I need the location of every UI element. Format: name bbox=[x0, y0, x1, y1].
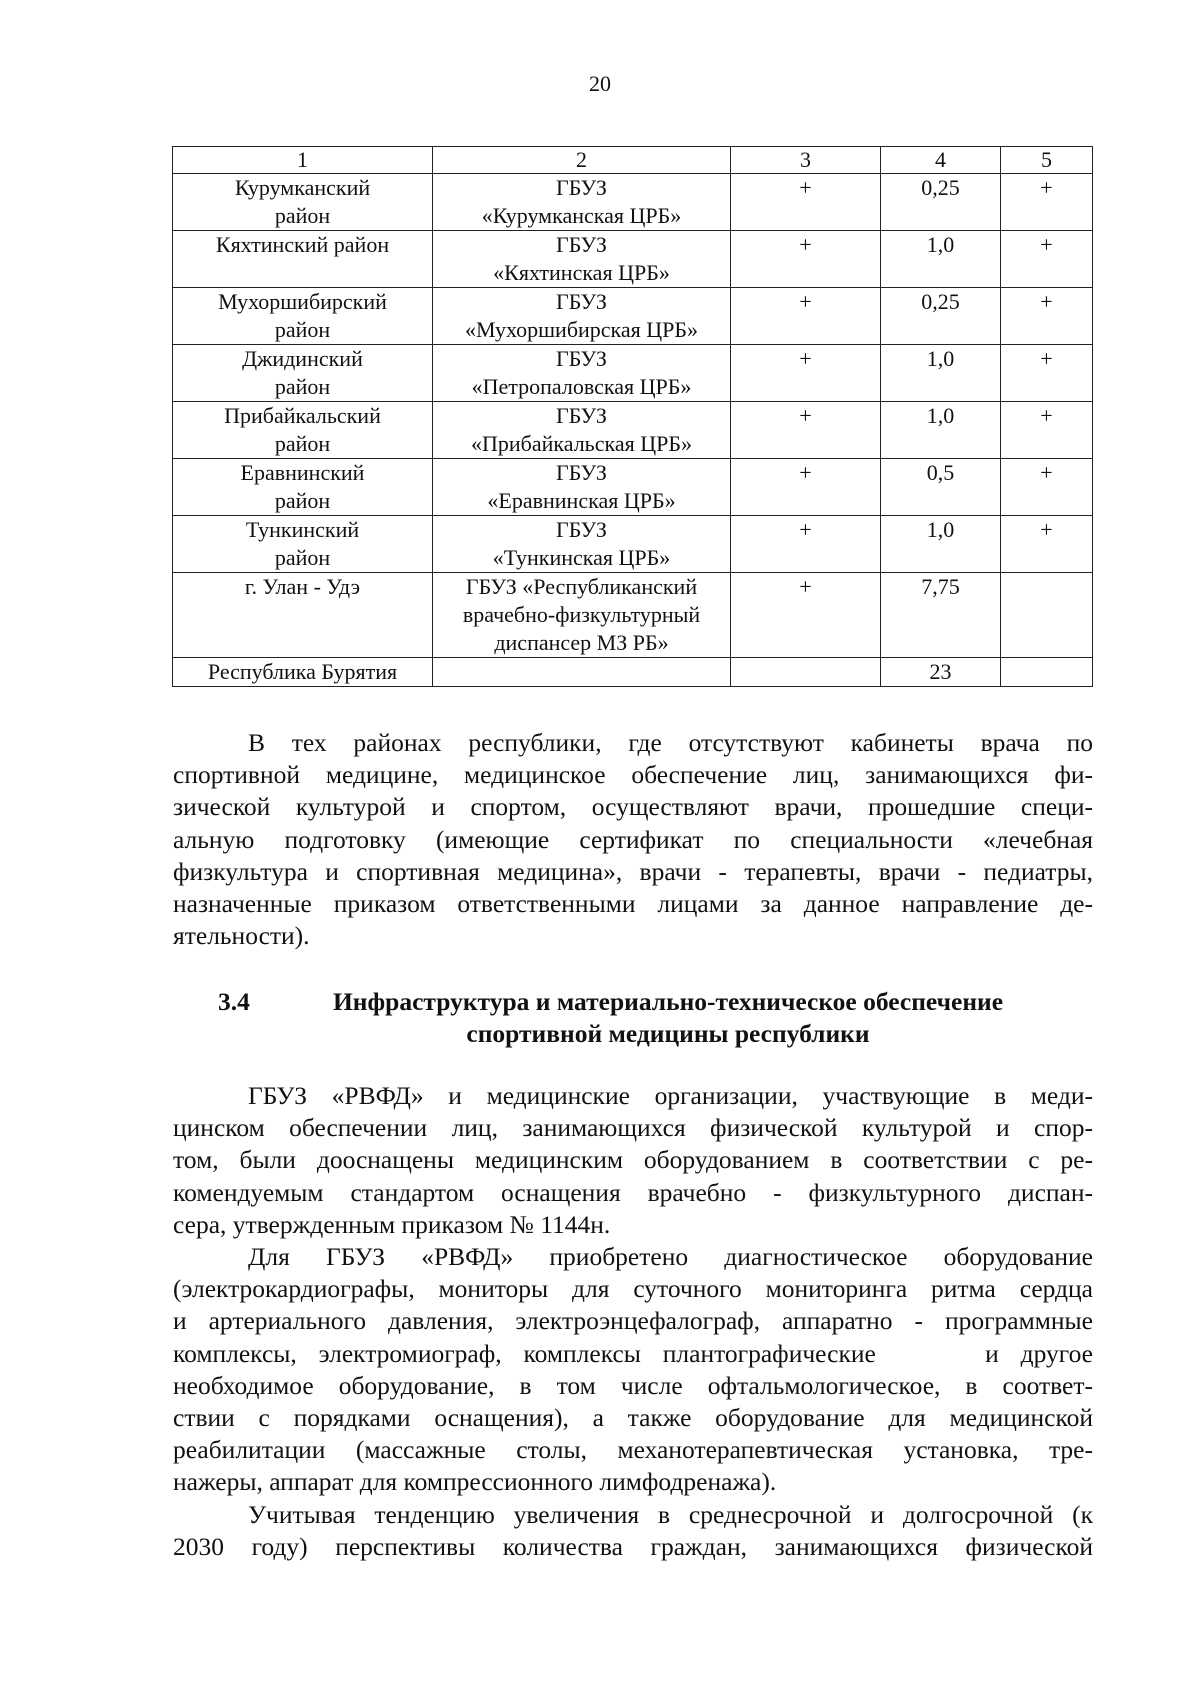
table-row bbox=[173, 516, 1093, 573]
paragraph-3 bbox=[173, 1241, 1093, 1499]
table-row bbox=[173, 658, 1093, 687]
district-cell-line: Кяхтинский район bbox=[215, 232, 390, 257]
organization-cell bbox=[433, 573, 731, 658]
text-line: назначенные приказом ответственными лицами за данное направление де- bbox=[173, 889, 1093, 919]
column-header: 5 bbox=[1001, 147, 1093, 174]
district-cell-line: Прибайкальский bbox=[224, 403, 381, 428]
column-3-cell bbox=[731, 658, 881, 687]
district-cell-line: район bbox=[274, 431, 331, 456]
column-5-cell: + bbox=[1001, 516, 1093, 573]
text-line: спортивной медицине, медицинское обеспечение лиц, занимающихся фи- bbox=[173, 760, 1093, 790]
organization-cell-line: ГБУЗ bbox=[556, 289, 607, 314]
table-row bbox=[173, 402, 1093, 459]
organization-cell-line: врачебно-физкультурный bbox=[462, 602, 701, 627]
column-3-cell: + bbox=[731, 174, 881, 231]
district-cell-line: Джидинский bbox=[242, 346, 363, 371]
paragraph-4 bbox=[173, 1499, 1093, 1563]
district-cell bbox=[173, 516, 433, 573]
text-line: ГБУЗ «РВФД» и медицинские организации, участвующие в меди- bbox=[248, 1081, 1093, 1110]
table-row bbox=[173, 573, 1093, 658]
text-line: альную подготовку (имеющие сертификат по специальности «лечебная bbox=[173, 824, 1093, 854]
paragraph-2 bbox=[173, 1080, 1093, 1241]
rate-cell: 0,25 bbox=[881, 174, 1001, 231]
column-5-cell: + bbox=[1001, 345, 1093, 402]
text-line: физкультура и спортивная медицина», врачи - терапевты, врачи - педиатры, bbox=[173, 856, 1093, 886]
column-header: 3 bbox=[731, 147, 881, 174]
rate-cell: 1,0 bbox=[881, 516, 1001, 573]
district-cell-line: район bbox=[274, 203, 331, 228]
district-cell-line: Республика Бурятия bbox=[207, 659, 398, 684]
district-cell-line: Курумканский bbox=[234, 175, 371, 200]
column-header: 4 bbox=[881, 147, 1001, 174]
column-5-cell: + bbox=[1001, 231, 1093, 288]
column-3-cell: + bbox=[731, 516, 881, 573]
district-cell-line: Тункинский bbox=[245, 517, 360, 542]
organization-cell-line: ГБУЗ bbox=[556, 460, 607, 485]
section-heading bbox=[173, 986, 1093, 1050]
organization-cell-line: «Прибайкальская ЦРБ» bbox=[471, 431, 692, 456]
district-cell bbox=[173, 573, 433, 658]
column-header: 2 bbox=[433, 147, 731, 174]
district-cell bbox=[173, 174, 433, 231]
column-3-cell: + bbox=[731, 345, 881, 402]
district-cell bbox=[173, 345, 433, 402]
section-number: 3.4 bbox=[218, 987, 250, 1016]
rate-cell: 1,0 bbox=[881, 402, 1001, 459]
organization-cell-line: ГБУЗ «Республиканский bbox=[465, 574, 698, 599]
section-title-line: Инфраструктура и материально-техническое обеспечение bbox=[332, 987, 1004, 1016]
text-line: 2030 году) перспективы количества граждан, занимающихся физической bbox=[173, 1532, 1093, 1562]
organization-cell-line: «Кяхтинская ЦРБ» bbox=[493, 260, 670, 285]
district-cell-line: г. Улан - Удэ bbox=[244, 574, 361, 599]
column-3-cell: + bbox=[731, 402, 881, 459]
column-3-cell: + bbox=[731, 459, 881, 516]
rate-cell: 0,5 bbox=[881, 459, 1001, 516]
organization-cell-line: ГБУЗ bbox=[556, 232, 607, 257]
text-line: нажеры, аппарат для компрессионного лимфодренажа). bbox=[173, 1467, 777, 1497]
text-line: и артериального давления, электроэнцефалограф, аппаратно - программные bbox=[173, 1306, 1093, 1336]
organization-cell-line: «Петропаловская ЦРБ» bbox=[471, 374, 692, 399]
text-line: том, были дооснащены медицинским оборудованием в соответствии с ре- bbox=[173, 1145, 1093, 1175]
column-5-cell: + bbox=[1001, 174, 1093, 231]
column-5-cell: + bbox=[1001, 288, 1093, 345]
text-line: комендуемым стандартом оснащения врачебно - физкультурного диспан- bbox=[173, 1177, 1093, 1207]
text-line: (электрокардиографы, мониторы для суточного мониторинга ритма сердца bbox=[173, 1274, 1093, 1304]
page-number: 20 bbox=[589, 71, 611, 96]
column-header: 1 bbox=[173, 147, 433, 174]
column-3-cell: + bbox=[731, 288, 881, 345]
district-cell-line: Еравнинский bbox=[240, 460, 365, 485]
column-5-cell bbox=[1001, 573, 1093, 658]
organization-cell-line: «Курумканская ЦРБ» bbox=[481, 203, 682, 228]
organization-cell bbox=[433, 288, 731, 345]
text-line: Для ГБУЗ «РВФД» приобретено диагностическое оборудование bbox=[248, 1242, 1093, 1271]
organization-cell-line: «Тункинская ЦРБ» bbox=[492, 545, 671, 570]
text-line: Учитывая тенденцию увеличения в среднесрочной и долгосрочной (к bbox=[248, 1500, 1093, 1529]
district-cell bbox=[173, 231, 433, 288]
text-line: ствии с порядками оснащения), а также оборудование для медицинской bbox=[173, 1403, 1093, 1433]
district-table bbox=[172, 146, 1093, 687]
rate-cell: 23 bbox=[881, 658, 1001, 687]
district-cell-line: район bbox=[274, 374, 331, 399]
table-row bbox=[173, 345, 1093, 402]
column-5-cell: + bbox=[1001, 459, 1093, 516]
table-row bbox=[173, 231, 1093, 288]
paragraph-1 bbox=[173, 727, 1093, 952]
district-cell bbox=[173, 402, 433, 459]
district-cell bbox=[173, 288, 433, 345]
text-line: цинском обеспечении лиц, занимающихся физической культурой и спор- bbox=[173, 1113, 1093, 1143]
organization-cell bbox=[433, 516, 731, 573]
text-line: сера, утвержденным приказом № 1144н. bbox=[173, 1209, 611, 1239]
organization-cell bbox=[433, 231, 731, 288]
organization-cell bbox=[433, 174, 731, 231]
organization-cell-line: «Еравнинская ЦРБ» bbox=[487, 488, 676, 513]
organization-cell-line: ГБУЗ bbox=[556, 175, 607, 200]
district-cell-line: Мухоршибирский bbox=[218, 289, 387, 314]
text-line: зической культурой и спортом, осуществляют врачи, прошедшие специ- bbox=[173, 792, 1093, 822]
section-title-line: спортивной медицины республики bbox=[466, 1019, 870, 1048]
rate-cell: 1,0 bbox=[881, 231, 1001, 288]
column-5-cell: + bbox=[1001, 402, 1093, 459]
organization-cell-line: ГБУЗ bbox=[556, 517, 607, 542]
organization-cell bbox=[433, 658, 731, 687]
table-body bbox=[173, 174, 1093, 687]
district-cell-line: район bbox=[274, 488, 331, 513]
table-row bbox=[173, 174, 1093, 231]
rate-cell: 0,25 bbox=[881, 288, 1001, 345]
column-3-cell: + bbox=[731, 231, 881, 288]
organization-cell-line: ГБУЗ bbox=[556, 403, 607, 428]
text-line: комплексы, электромиограф, комплексы плантографические и другое bbox=[173, 1338, 1093, 1368]
table-row bbox=[173, 288, 1093, 345]
table-header-row bbox=[173, 147, 1093, 174]
organization-cell-line: диспансер МЗ РБ» bbox=[494, 630, 669, 655]
organization-cell bbox=[433, 345, 731, 402]
organization-cell-line: ГБУЗ bbox=[556, 346, 607, 371]
text-line: ятельности). bbox=[173, 921, 310, 951]
rate-cell: 7,75 bbox=[881, 573, 1001, 658]
organization-cell bbox=[433, 402, 731, 459]
text-line: реабилитации (массажные столы, механотерапевтическая установка, тре- bbox=[173, 1435, 1093, 1465]
organization-cell-line: «Мухоршибирская ЦРБ» bbox=[464, 317, 699, 342]
table-row bbox=[173, 459, 1093, 516]
rate-cell: 1,0 bbox=[881, 345, 1001, 402]
district-cell-line: район bbox=[274, 317, 331, 342]
district-cell bbox=[173, 658, 433, 687]
column-3-cell: + bbox=[731, 573, 881, 658]
organization-cell bbox=[433, 459, 731, 516]
text-line: В тех районах республики, где отсутствуют кабинеты врача по bbox=[248, 728, 1093, 757]
column-5-cell bbox=[1001, 658, 1093, 687]
district-cell-line: район bbox=[274, 545, 331, 570]
district-cell bbox=[173, 459, 433, 516]
text-line: необходимое оборудование, в том числе офтальмологическое, в соответ- bbox=[173, 1370, 1093, 1400]
